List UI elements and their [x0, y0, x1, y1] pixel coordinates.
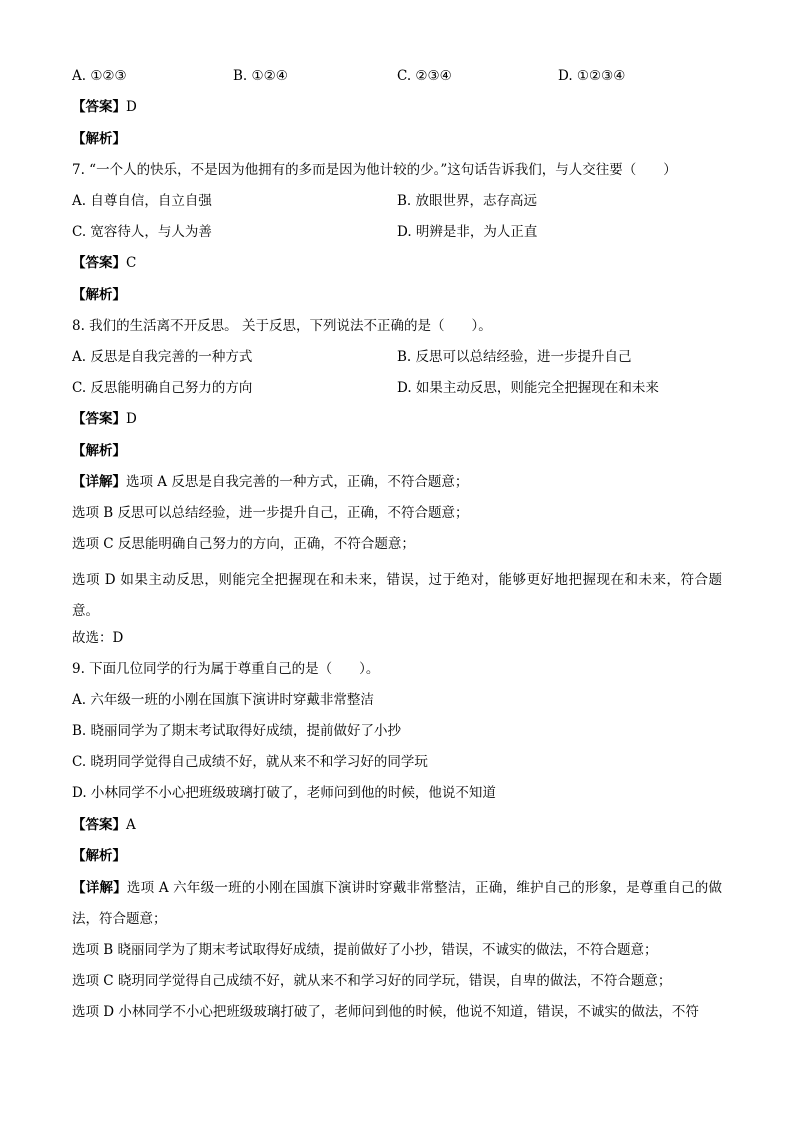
q8-answer — [72, 409, 137, 429]
answer-label: 【答案】 — [72, 817, 126, 833]
q7-option-d: D. 明辨是非，为人正直 — [397, 224, 538, 240]
q9-option-a: A. 六年级一班的小刚在国旗下演讲时穿戴非常整洁 — [72, 692, 374, 708]
q7-answer — [72, 253, 136, 273]
q8-detail-line-1 — [72, 472, 468, 492]
q8-detail-line-2: 选项 B 反思可以总结经验，进一步提升自己，正确，不符合题意； — [72, 505, 469, 521]
answer-value: A — [126, 817, 136, 833]
q7-option-c: C. 宽容待人，与人为善 — [72, 224, 212, 240]
answer-label: 【答案】 — [72, 411, 126, 427]
answer-value: C — [126, 255, 137, 271]
q6-option-d: D. ①②③④ — [558, 68, 626, 84]
answer-value: D — [126, 411, 137, 427]
q8-option-b: B. 反思可以总结经验，进一步提升自己 — [397, 349, 632, 365]
q8-conclusion: 故选：D — [72, 630, 124, 646]
answer-label: 【答案】 — [72, 99, 126, 115]
q9-detail-line-1 — [72, 873, 722, 935]
q6-analysis-label: 【解析】 — [72, 131, 126, 147]
q7-stem: 7. “一个人的快乐，不是因为他拥有的多而是因为他计较的少。”这句话告诉我们，与人交往要（ ） — [72, 162, 677, 178]
q9-detail-line-4: 选项 D 小林同学不小心把班级玻璃打破了，老师问到他的时候，他说不知道，错误，不诚实的做法，不符 — [72, 1004, 699, 1020]
q6-answer — [72, 97, 137, 117]
q9-stem: 9. 下面几位同学的行为属于尊重自己的是（ ）。 — [72, 661, 380, 677]
q8-option-c: C. 反思能明确自己努力的方向 — [72, 380, 253, 396]
detail-label: 【详解】 — [72, 880, 127, 896]
answer-label: 【答案】 — [72, 255, 126, 271]
q7-option-a: A. 自尊自信，自立自强 — [72, 193, 212, 209]
q9-option-b: B. 晓丽同学为了期末考试取得好成绩，提前做好了小抄 — [72, 723, 402, 739]
q8-stem: 8. 我们的生活离不开反思。 关于反思，下列说法不正确的是（ ）。 — [72, 318, 492, 334]
detail-text: 选项 A 反思是自我完善的一种方式，正确，不符合题意； — [126, 474, 469, 490]
detail-label: 【详解】 — [72, 474, 126, 490]
q8-detail-line-3: 选项 C 反思能明确自己努力的方向，正确，不符合题意； — [72, 536, 415, 552]
answer-value: D — [126, 99, 137, 115]
q8-option-a: A. 反思是自我完善的一种方式 — [72, 349, 253, 365]
q7-analysis-label: 【解析】 — [72, 287, 126, 303]
detail-text: 选项 A 六年级一班的小刚在国旗下演讲时穿戴非常整洁，正确，维护自己的形象，是尊重自己的做法，符合题意； — [72, 880, 723, 927]
q8-analysis-label: 【解析】 — [72, 443, 126, 459]
q9-detail-line-3: 选项 C 晓玥同学觉得自己成绩不好，就从来不和学习好的同学玩，错误，自卑的做法，不符合题意； — [72, 973, 672, 989]
q7-option-b: B. 放眼世界，志存高远 — [397, 193, 538, 209]
q6-option-b: B. ①②④ — [233, 68, 288, 84]
q8-option-d: D. 如果主动反思，则能完全把握现在和未来 — [397, 380, 659, 396]
q9-option-d: D. 小林同学不小心把班级玻璃打破了，老师问到他的时候，他说不知道 — [72, 785, 496, 801]
q9-detail-line-2: 选项 B 晓丽同学为了期末考试取得好成绩，提前做好了小抄，错误，不诚实的做法，不符合题意； — [72, 942, 658, 958]
q8-detail-line-4: 选项 D 如果主动反思，则能完全把握现在和未来，错误，过于绝对，能够更好地把握现在和未来，符合题意。 — [72, 572, 722, 619]
q9-option-c: C. 晓玥同学觉得自己成绩不好，就从来不和学习好的同学玩 — [72, 754, 428, 770]
q9-analysis-label: 【解析】 — [72, 848, 126, 864]
q6-option-a: A. ①②③ — [72, 68, 127, 84]
q6-option-c: C. ②③④ — [397, 68, 452, 84]
q9-answer — [72, 815, 136, 835]
